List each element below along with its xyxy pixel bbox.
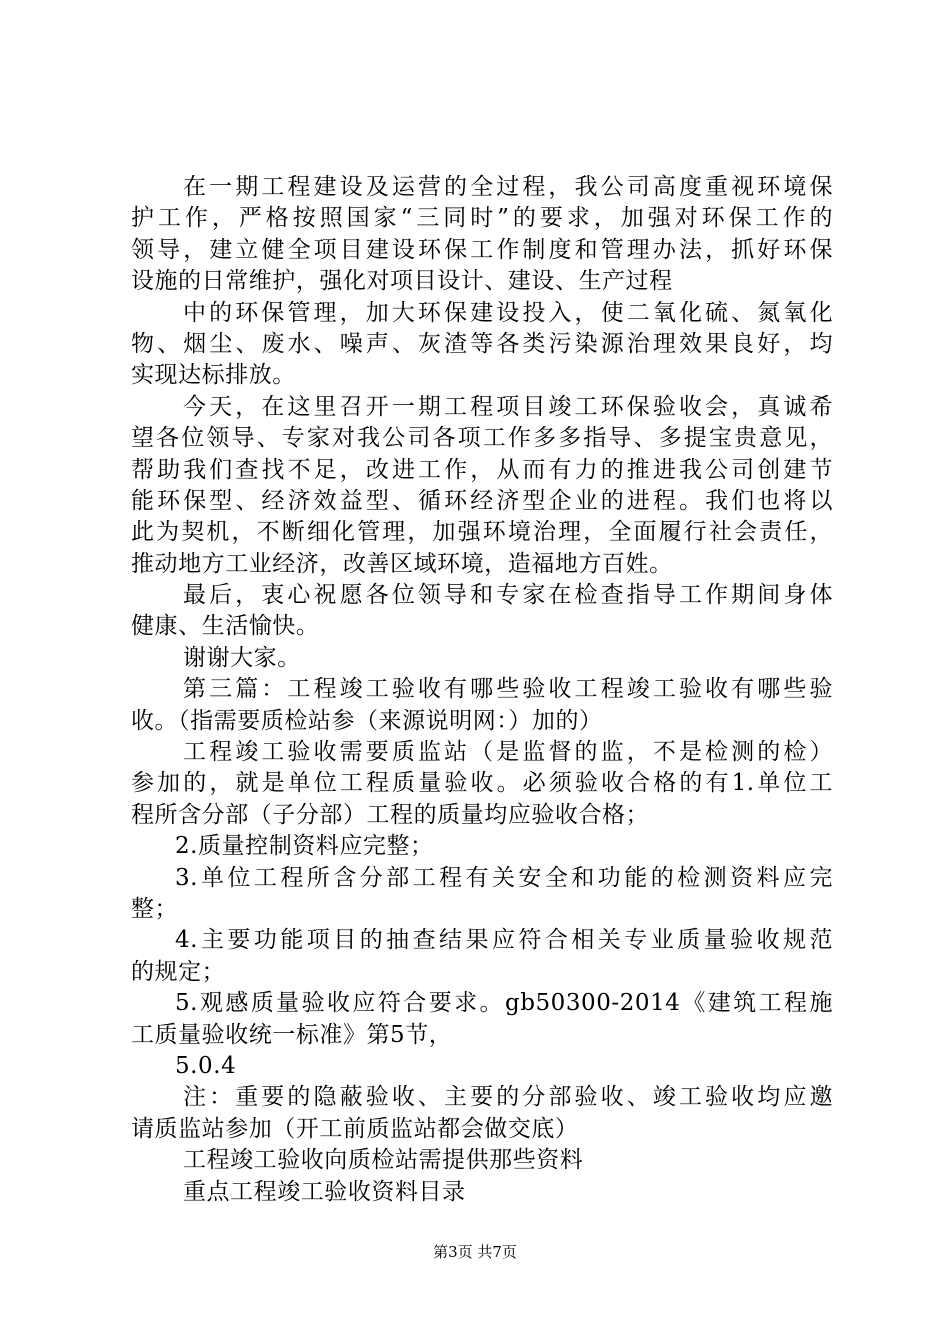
text-line: 今天，在这里召开一期工程项目竣工环保验收会，真诚希 [183, 393, 833, 420]
text-line: 重点工程竣工验收资料目录 [183, 1178, 466, 1205]
text-line: 参加的，就是单位工程质量验收。必须验收合格的有1.单位工 [131, 770, 833, 797]
text-line: 整； [131, 895, 179, 922]
text-line: 3.单位工程所含分部工程有关安全和功能的检测资料应完 [175, 864, 833, 891]
text-line: 健康、生活愉快。 [131, 613, 320, 640]
text-line: 护工作，严格按照国家“三同时”的要求，加强对环保工作的 [131, 205, 833, 232]
text-line: 望各位领导、专家对我公司各项工作多多指导、多提宝贵意见， [131, 425, 833, 452]
text-line: 收。（指需要质检站参（来源说明网：）加的） [131, 707, 603, 734]
text-line: 工质量验收统一标准》第5节， [131, 1021, 453, 1048]
text-line: 5.0.4 [175, 1052, 237, 1079]
text-line: 推动地方工业经济，改善区域环境，造福地方百姓。 [131, 550, 673, 577]
text-line: 实现达标排放。 [131, 362, 296, 389]
text-line: 第三篇：工程竣工验收有哪些验收工程竣工验收有哪些验 [183, 676, 833, 703]
text-line: 物、烟尘、废水、噪声、灰渣等各类污染源治理效果良好，均 [131, 330, 833, 357]
text-line: 4.主要功能项目的抽查结果应符合相关专业质量验收规范 [175, 927, 833, 954]
text-line: 工程竣工验收需要质监站（是监督的监，不是检测的检） [183, 739, 833, 766]
text-line: 中的环保管理，加大环保建设投入，使二氧化硫、氮氧化 [183, 299, 833, 326]
text-line: 在一期工程建设及运营的全过程，我公司高度重视环境保 [183, 174, 833, 200]
body-text [131, 172, 833, 1208]
page-footer: 第3页 共7页 [433, 1243, 517, 1261]
text-line: 设施的日常维护，强化对项目设计、建设、生产过程 [131, 268, 673, 295]
text-line: 帮助我们查找不足，改进工作，从而有力的推进我公司创建节 [131, 456, 833, 483]
text-line: 能环保型、经济效益型、循环经济型企业的进程。我们也将以 [131, 487, 833, 514]
text-line: 注：重要的隐蔽验收、主要的分部验收、竣工验收均应邀 [183, 1084, 833, 1111]
text-line: 工程竣工验收向质检站需提供那些资料 [183, 1147, 584, 1174]
text-line: 谢谢大家。 [183, 644, 301, 671]
text-line: 领导，建立健全项目建设环保工作制度和管理办法，抓好环保 [131, 236, 833, 263]
text-line: 的规定； [131, 958, 226, 985]
text-line: 此为契机，不断细化管理，加强环境治理，全面履行社会责任， [131, 519, 833, 546]
text-line: 5.观感质量验收应符合要求。gb50300-2014《建筑工程施 [175, 990, 833, 1017]
text-line: 最后，衷心祝愿各位领导和专家在检查指导工作期间身体 [183, 582, 833, 609]
text-line: 程所含分部（子分部）工程的质量均应验收合格； [131, 801, 650, 828]
text-line: 请质监站参加（开工前质监站都会做交底） [131, 1115, 579, 1142]
text-line: 2.质量控制资料应完整； [175, 833, 434, 860]
